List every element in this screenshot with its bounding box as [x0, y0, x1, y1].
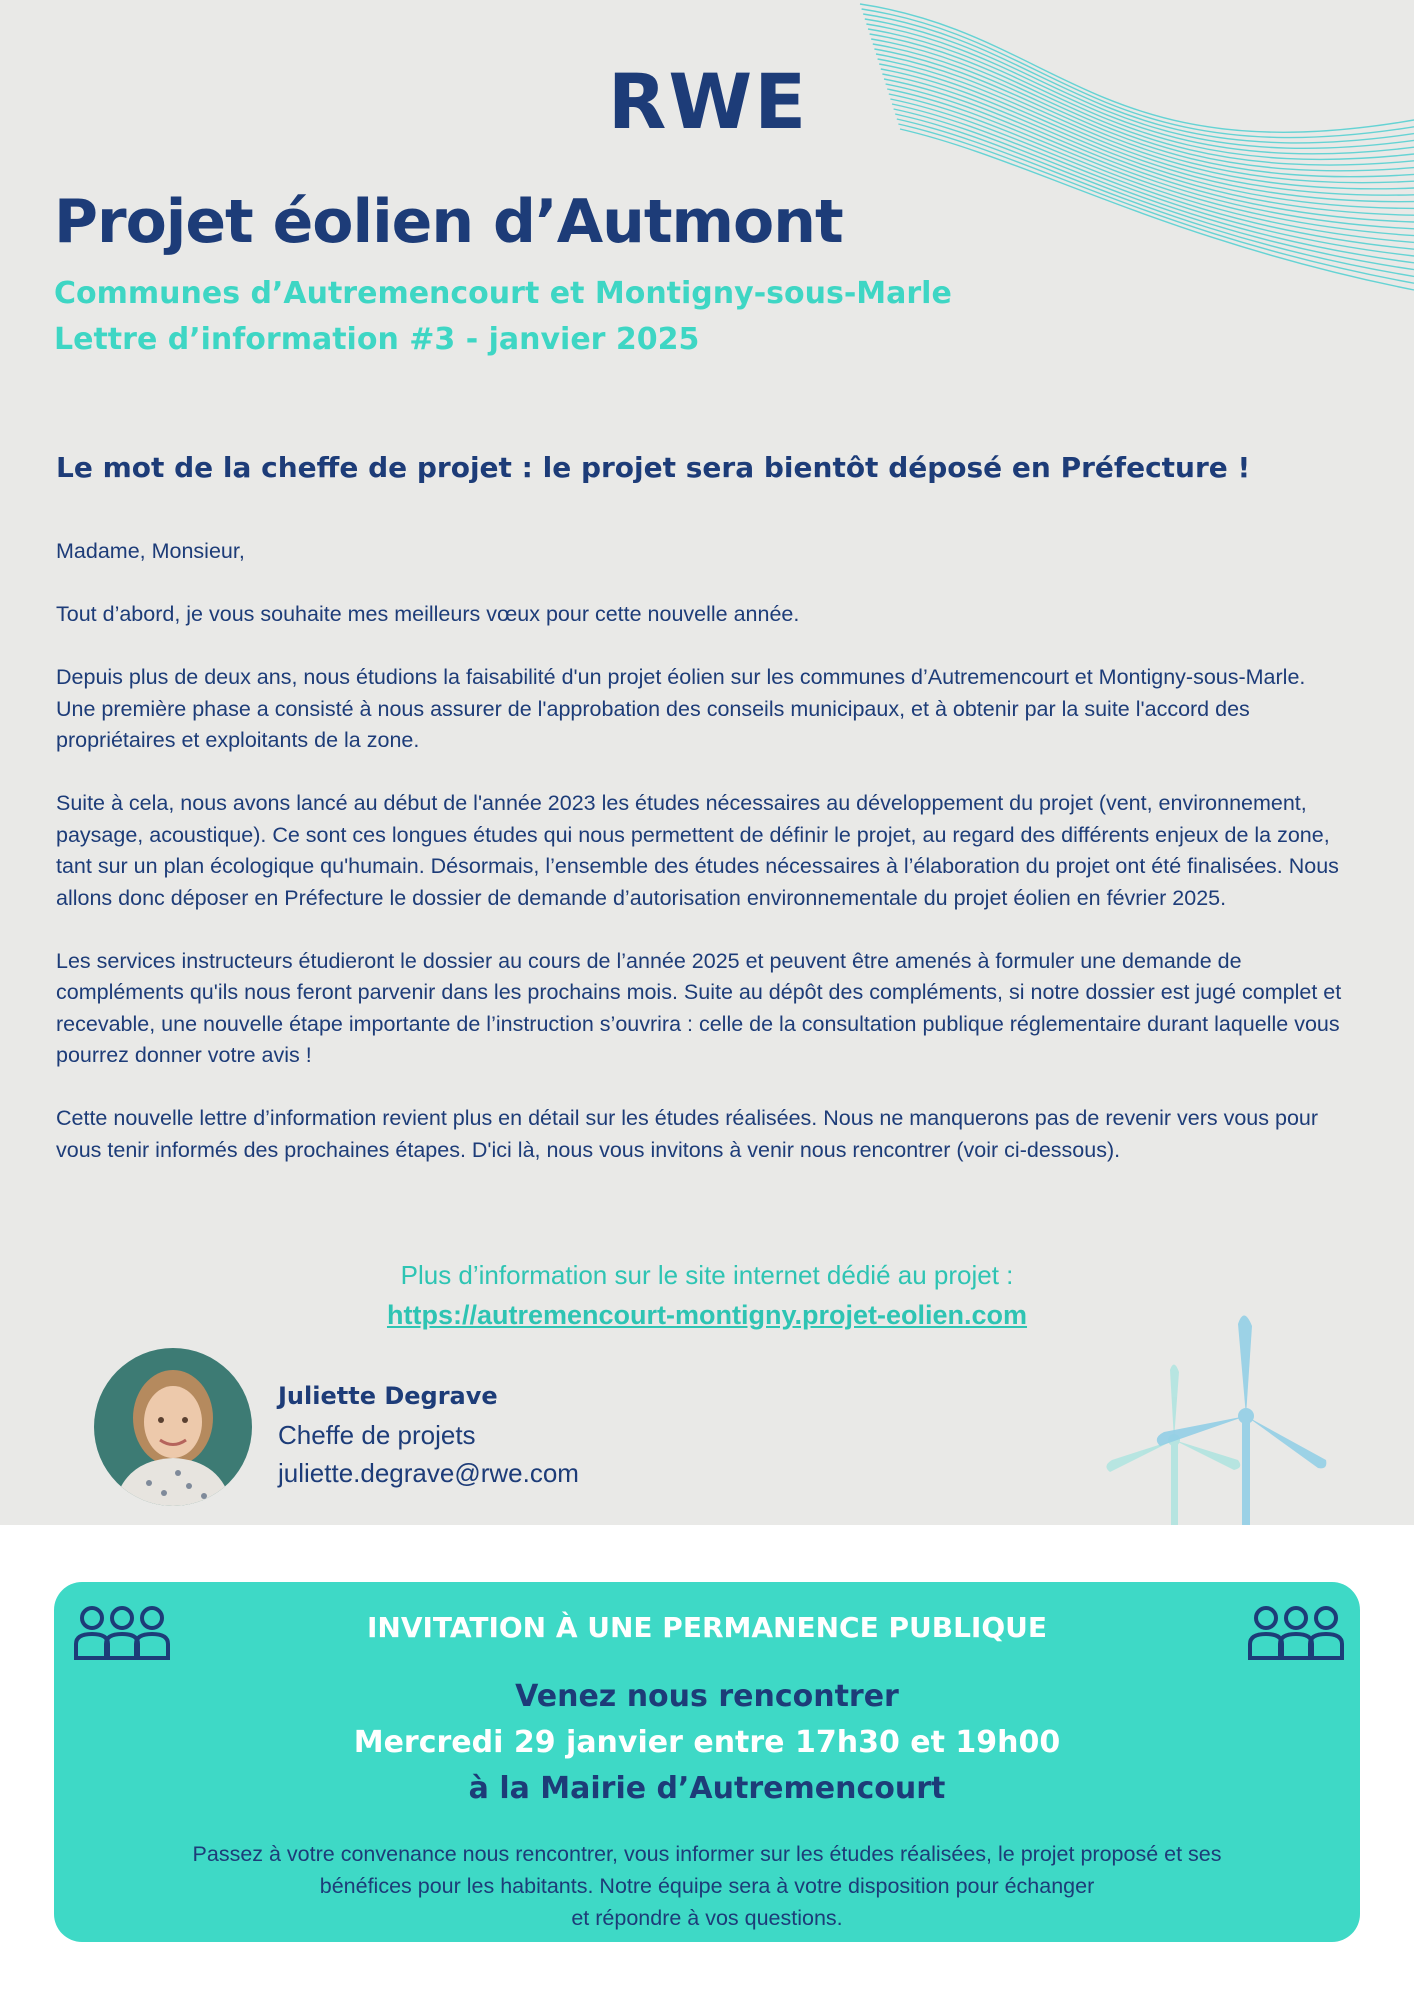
avatar — [94, 1348, 252, 1506]
newsletter-issue-subtitle: Lettre d’information #3 - janvier 2025 — [54, 322, 700, 357]
wave-line — [887, 89, 1414, 236]
page-title: Projet éolien d’Autmont — [54, 187, 843, 257]
invitation-description — [94, 1838, 1320, 1934]
invitation-headline: Venez nous rencontrer — [515, 1679, 899, 1714]
wave-lines-decoration — [840, 0, 1414, 300]
contact-role: Cheffe de projets — [278, 1420, 476, 1450]
paragraph-project-history: Depuis plus de deux ans, nous étudions la faisabilité d'un projet éolien sur les communes d’Autremencourt et Montigny-sous-Marle. Une première phase a consisté à nous assurer de l'approbation des conseils municipaux, et à obtenir par la suite l'accord des propriétaires et exploitants de la zone. — [56, 665, 1306, 752]
public-meeting-invitation — [54, 1582, 1360, 1942]
invitation-text-line: Passez à votre convenance nous rencontrer, vous informer sur les études réalisées, le projet proposé et ses — [192, 1842, 1222, 1866]
wind-turbine-icon — [1090, 1300, 1350, 1525]
wave-line — [865, 19, 1414, 148]
contact-name: Juliette Degrave — [278, 1382, 498, 1410]
invitation-text-line: bénéfices pour les habitants. Notre équipe sera à votre disposition pour échanger — [319, 1874, 1095, 1898]
letter-body — [56, 536, 1346, 1198]
invitation-date: Mercredi 29 janvier entre 17h30 et 19h00 — [353, 1725, 1061, 1760]
communes-subtitle: Communes d’Autremencourt et Montigny-sous-Marle — [54, 276, 952, 311]
section-heading: Le mot de la cheffe de projet : le projet sera bientôt déposé en Préfecture ! — [56, 451, 1251, 484]
invitation-text-line: et répondre à vos questions. — [571, 1906, 843, 1930]
salutation: Madame, Monsieur, — [56, 539, 245, 563]
paragraph-studies: Suite à cela, nous avons lancé au début de l'année 2023 les études nécessaires au développement du projet (vent, environnement, paysage, acoustique). Ce sont ces longues études qui nous permettent de définir le projet, au regard des différents enjeux de la zone, tant sur un plan écologique qu'humain. Désormais, l’ensemble des études nécessaires à l’élaboration du projet ont été finalisées. Nous allons donc déposer en Préfecture le dossier de demande d’autorisation environnementale du projet éolien en février 2025. — [56, 791, 1339, 910]
invitation-location: à la Mairie d’Autremencourt — [468, 1771, 946, 1806]
contact-email[interactable]: juliette.degrave@rwe.com — [278, 1458, 579, 1488]
paragraph-greetings: Tout d’abord, je vous souhaite mes meilleurs vœux pour cette nouvelle année. — [56, 602, 800, 626]
invitation-title: INVITATION À UNE PERMANENCE PUBLIQUE — [366, 1611, 1047, 1644]
project-website-link[interactable]: https://autremencourt-montigny.projet-eolien.com — [386, 1300, 1028, 1330]
rwe-logo: RWE — [607, 57, 809, 146]
wave-line — [895, 114, 1414, 270]
wave-line — [890, 99, 1414, 249]
paragraph-instruction: Les services instructeurs étudieront le dossier au cours de l’année 2025 et peuvent être amenés à formuler une demande de compléments qu'ils nous feront parvenir dans les prochains mois. Suite au dépôt des compléments, si notre dossier est jugé complet et recevable, une nouvelle étape importante de l’instruction s’ouvrira : celle de la consultation publique réglementaire durant laquelle vous pourrez donner votre avis ! — [56, 948, 1342, 1067]
paragraph-closing: Cette nouvelle lettre d’information revient plus en détail sur les études réalisées. Nous ne manquerons pas de revenir vers vous pour vous tenir informés des prochaines étapes. D'ici là, nous vous invitons à venir nous rencontrer (voir ci-dessous). — [56, 1106, 1319, 1162]
more-info-label: Plus d’information sur le site internet dédié au projet : — [400, 1260, 1014, 1290]
wave-line — [870, 34, 1414, 165]
wave-line — [866, 24, 1414, 154]
avatar-portrait — [94, 1348, 252, 1506]
wave-line — [871, 39, 1414, 171]
